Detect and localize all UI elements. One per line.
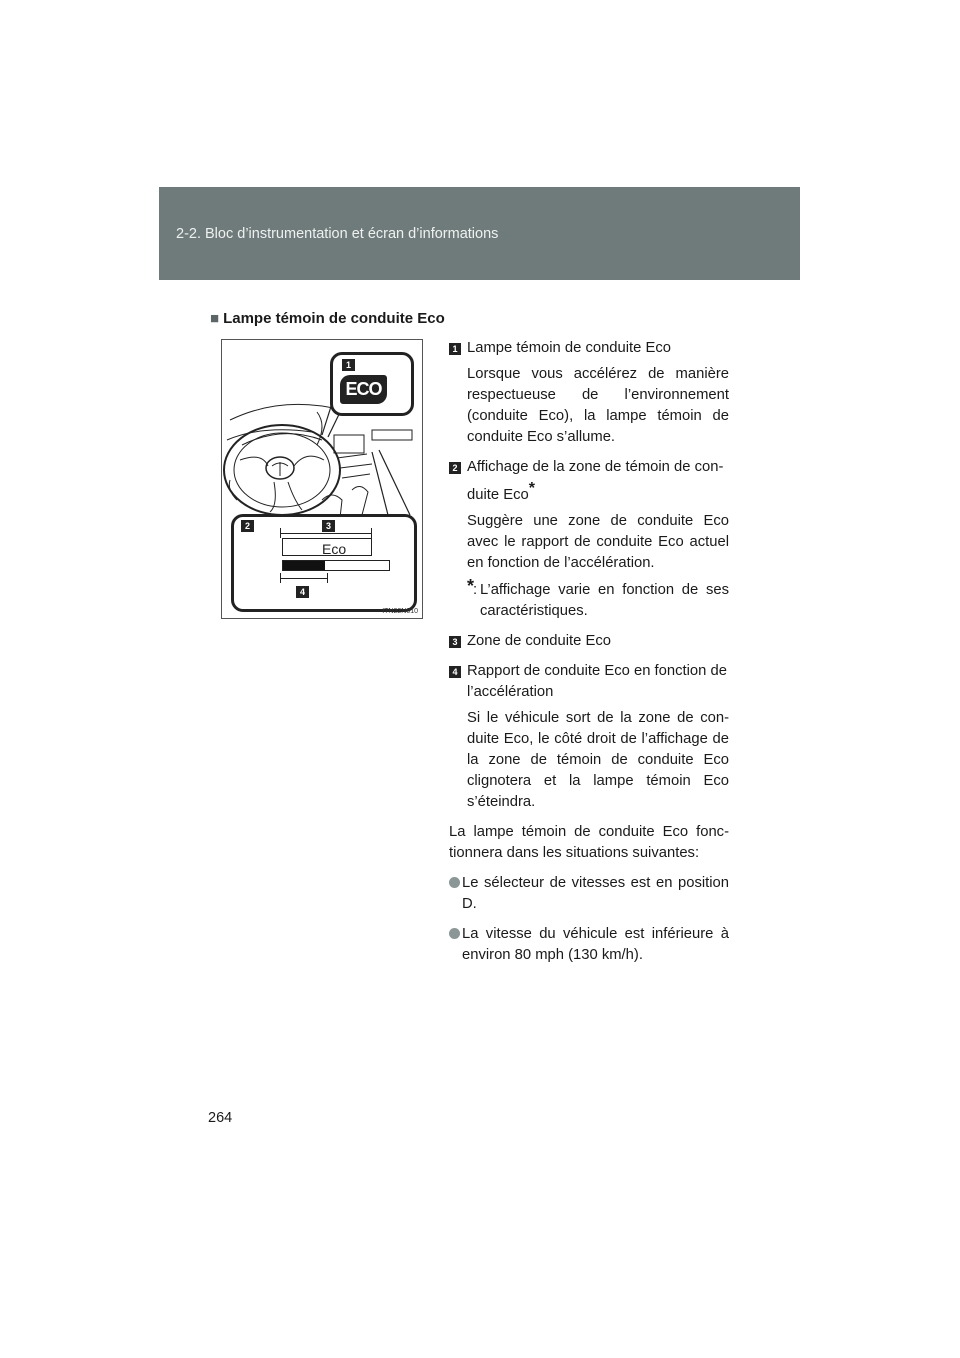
eco-lamp-indicator: ECO	[340, 375, 387, 404]
item-number-badge: 1	[449, 343, 461, 355]
footnote	[449, 575, 729, 622]
callout-badge-4: 4	[296, 586, 309, 598]
item-title-text: Affichage de la zone de témoin de con-duite Eco	[467, 459, 724, 503]
bullet-item	[449, 873, 729, 915]
callout-badge-2: 2	[241, 520, 254, 532]
eco-zone-frame	[282, 538, 372, 556]
callout-badge-1: 1	[342, 359, 355, 371]
bullet-dot-icon	[449, 877, 460, 888]
page-number: 264	[208, 1110, 233, 1126]
bullet-text: Le sélecteur de vitesses est en position D.	[462, 874, 729, 912]
body-paragraph: La lampe témoin de conduite Eco fonc-tionnera dans les situations suivantes:	[449, 823, 729, 861]
item-description: Lorsque vous accélérez de manière respectueuse de l’environnement (conduite Eco), la lampe témoin de conduite Eco s’allume.	[467, 366, 729, 445]
item-description: Suggère une zone de conduite Eco avec le rapport de conduite Eco actuel en fonction de l’accélération.	[467, 512, 729, 571]
zone-dimension-line	[280, 533, 372, 534]
item-number-badge: 2	[449, 462, 461, 474]
footnote-colon: :	[473, 581, 478, 598]
zone-dimension-tick-left	[280, 528, 281, 538]
eco-ratio-bar	[282, 560, 390, 571]
legend-item-1	[449, 338, 729, 448]
eco-ratio-bar-fill	[283, 561, 325, 570]
footnote-star: *	[467, 575, 475, 596]
bullet-item	[449, 924, 729, 966]
chapter-header-title: 2-2. Bloc d’instrumentation et écran d’informations	[176, 226, 499, 242]
ratio-dimension-tick-left	[280, 573, 281, 583]
bullet-text: La vitesse du véhicule est inférieure à environ 80 mph (130 km/h).	[462, 925, 729, 963]
legend-item-3	[449, 631, 729, 652]
legend-item-2	[449, 457, 729, 574]
chapter-header-band	[159, 187, 800, 280]
item-title	[467, 457, 729, 506]
footnote-mark: *	[528, 480, 535, 497]
section-title	[210, 310, 445, 327]
eco-zone-label: Eco	[322, 541, 347, 557]
item-title: Zone de conduite Eco	[467, 632, 611, 649]
item-title: Lampe témoin de conduite Eco	[467, 340, 671, 356]
zone-dimension-tick-right	[371, 528, 372, 538]
figure-code: ITN22N010	[382, 608, 418, 615]
bullet-dot-icon	[449, 928, 460, 939]
section-title-text: Lampe témoin de conduite Eco	[223, 310, 445, 327]
ratio-dimension-line	[280, 578, 328, 579]
item-title: Rapport de conduite Eco en fonction de l’accélération	[467, 662, 727, 700]
square-bullet-icon: ■	[210, 310, 220, 327]
callout-badge-3: 3	[322, 520, 335, 532]
dashboard-illustration	[221, 339, 423, 619]
legend-item-4	[449, 661, 729, 813]
description-column	[449, 338, 729, 966]
item-number-badge: 4	[449, 666, 461, 678]
ratio-dimension-tick-right	[327, 573, 328, 583]
item-number-badge: 3	[449, 636, 461, 648]
item-description: Si le véhicule sort de la zone de con-duite Eco, le côté droit de l’affichage de la zone de témoin de conduite Eco clignotera et la lampe témoin Eco s’éteindra.	[467, 709, 729, 810]
footnote-text: L’affichage varie en fonction de ses caractéristiques.	[480, 581, 729, 619]
